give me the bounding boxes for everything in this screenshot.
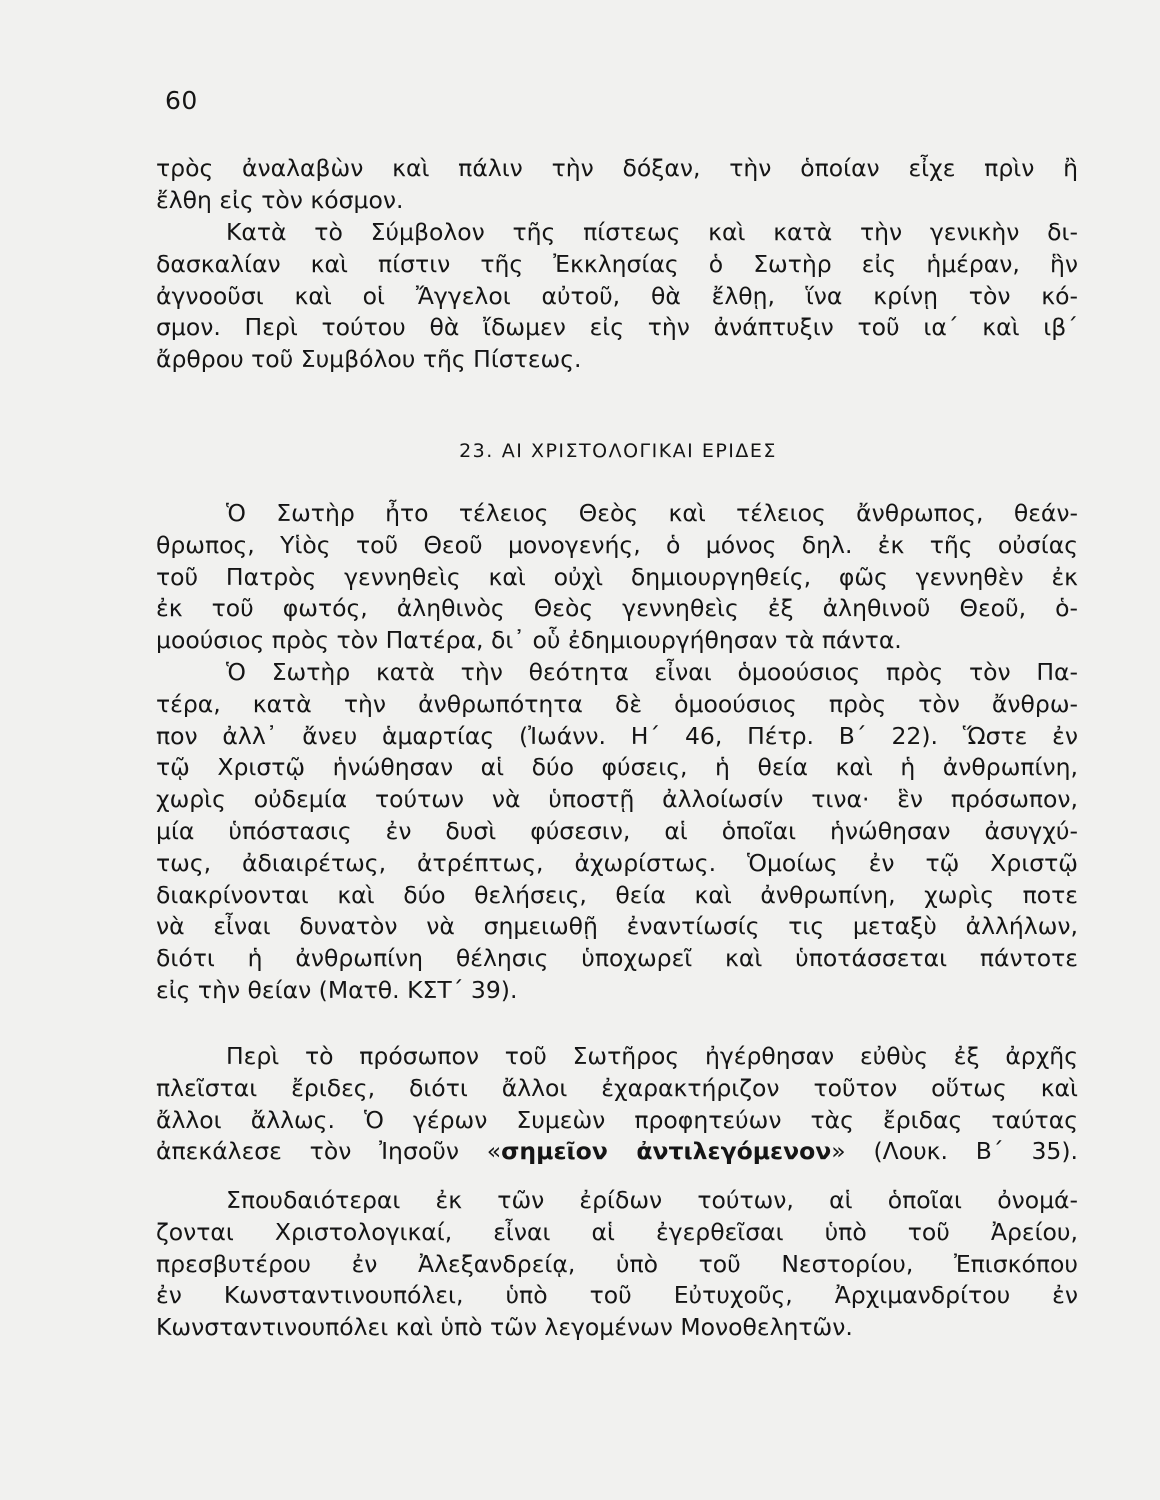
text-line: χωρὶς οὐδεμία τούτων νὰ ὑποστῇ ἀλλοίωσίν τινα· ἓν πρόσωπον, bbox=[156, 785, 1078, 814]
text-line: ἐν Κωνσταντινουπόλει, ὑπὸ τοῦ Εὐτυχοῦς, Ἀρχιμανδρίτου ἐν bbox=[156, 1281, 1078, 1310]
text-line: ἐκ τοῦ φωτός, ἀληθινὸς Θεὸς γεννηθεὶς ἐξ ἀληθινοῦ Θεοῦ, ὁ- bbox=[156, 594, 1078, 623]
text-line: ἀγνοοῦσι καὶ οἱ Ἄγγελοι αὐτοῦ, θὰ ἔλθῃ, ἵνα κρίνῃ τὸν κό- bbox=[156, 281, 1078, 310]
text-span: » (Λουκ. Β΄ 35). bbox=[831, 1137, 1079, 1166]
text-line: Περὶ τὸ πρόσωπον τοῦ Σωτῆρος ἠγέρθησαν εὐθὺς ἐξ ἀρχῆς bbox=[226, 1042, 1078, 1070]
text-line: ἄλλοι ἄλλως. Ὁ γέρων Συμεὼν προφητεύων τὰς ἔριδας ταύτας bbox=[156, 1105, 1078, 1134]
text-line: μοούσιος πρὸς τὸν Πατέρα, δι᾽ οὗ ἐδημιουργήθησαν τὰ πάντα. bbox=[156, 626, 902, 655]
text-line: τέρα, κατὰ τὴν ἀνθρωπότητα δὲ ὁμοούσιος πρὸς τὸν ἄνθρω- bbox=[156, 689, 1078, 718]
paragraph-savior bbox=[156, 498, 1078, 657]
text-line: τρὸς ἀναλαβὼν καὶ πάλιν τὴν δόξαν, τὴν ὁποίαν εἶχε πρὶν ἢ bbox=[156, 154, 1078, 182]
text-line: ἄρθρου τοῦ Συμβόλου τῆς Πίστεως. bbox=[156, 345, 582, 374]
text-line: σμον. Περὶ τούτου θὰ ἴδωμεν εἰς τὴν ἀνάπτυξιν τοῦ ια΄ καὶ ιβ΄ bbox=[156, 313, 1078, 342]
text-line: πον ἀλλ᾽ ἄνευ ἁμαρτίας (Ἰωάνν. Η΄ 46, Πέτρ. Β΄ 22). Ὥστε ἐν bbox=[156, 721, 1078, 750]
paragraph-disputes bbox=[156, 1041, 1078, 1168]
paragraph-important bbox=[156, 1185, 1078, 1344]
text-line: Ὁ Σωτὴρ κατὰ τὴν θεότητα εἶναι ὁμοούσιος πρὸς τὸν Πα- bbox=[226, 658, 1078, 686]
section-heading bbox=[0, 440, 1160, 462]
text-line: διακρίνονται καὶ δύο θελήσεις, θεία καὶ ἀνθρωπίνη, χωρὶς ποτε bbox=[156, 880, 1078, 909]
text-line: Κατὰ τὸ Σύμβολον τῆς πίστεως καὶ κατὰ τὴν γενικὴν δι- bbox=[226, 218, 1078, 246]
paragraph-continuation bbox=[156, 153, 1078, 217]
text-line: νὰ εἶναι δυνατὸν νὰ σημειωθῇ ἐναντίωσίς τις μεταξὺ ἀλλήλων, bbox=[156, 912, 1078, 941]
text-line: θρωπος, Υἱὸς τοῦ Θεοῦ μονογενής, ὁ μόνος δηλ. ἐκ τῆς οὐσίας bbox=[156, 530, 1078, 559]
text-line: μία ὑπόστασις ἐν δυσὶ φύσεσιν, αἱ ὁποῖαι ἡνώθησαν ἀσυγχύ- bbox=[156, 816, 1078, 845]
page-number: 60 bbox=[165, 86, 198, 115]
section-title: ΑΙ ΧΡΙΣΤΟΛΟΓΙΚΑΙ ΕΡΙΔΕΣ bbox=[501, 440, 777, 462]
paragraph-natures bbox=[156, 657, 1078, 1007]
text-line: εἰς τὴν θείαν (Ματθ. ΚΣΤ΄ 39). bbox=[156, 975, 518, 1004]
bold-quote: σημεῖον ἀντιλεγόμενον bbox=[501, 1137, 832, 1166]
text-line: πρεσβυτέρου ἐν Ἀλεξανδρείᾳ, ὑπὸ τοῦ Νεστορίου, Ἐπισκόπου bbox=[156, 1249, 1078, 1278]
text-line: τῷ Χριστῷ ἡνώθησαν αἱ δύο φύσεις, ἡ θεία καὶ ἡ ἀνθρωπίνη, bbox=[156, 753, 1078, 782]
text-line: δασκαλίαν καὶ πίστιν τῆς Ἐκκλησίας ὁ Σωτὴρ εἰς ἡμέραν, ἣν bbox=[156, 249, 1078, 278]
text-line: ἔλθη εἰς τὸν κόσμον. bbox=[156, 185, 404, 214]
section-number: 23. bbox=[459, 440, 494, 462]
text-line: ζονται Χριστολογικαί, εἶναι αἱ ἐγερθεῖσαι ὑπὸ τοῦ Ἀρείου, bbox=[156, 1217, 1078, 1246]
text-line: διότι ἡ ἀνθρωπίνη θέλησις ὑποχωρεῖ καὶ ὑποτάσσεται πάντοτε bbox=[156, 944, 1078, 973]
text-line: πλεῖσται ἔριδες, διότι ἄλλοι ἐχαρακτήριζον τοῦτον οὕτως καὶ bbox=[156, 1073, 1078, 1102]
text-span: ἀπεκάλεσε τὸν Ἰησοῦν « bbox=[156, 1137, 502, 1166]
text-line: Κωνσταντινουπόλει καὶ ὑπὸ τῶν λεγομένων Μονοθελητῶν. bbox=[156, 1313, 853, 1342]
text-line: Σπουδαιότεραι ἐκ τῶν ἐρίδων τούτων, αἱ ὁποῖαι ὀνομά- bbox=[226, 1186, 1078, 1214]
text-line: τως, ἀδιαιρέτως, ἀτρέπτως, ἀχωρίστως. Ὁμοίως ἐν τῷ Χριστῷ bbox=[156, 848, 1078, 877]
text-line bbox=[156, 1136, 1078, 1168]
text-line: Ὁ Σωτὴρ ἦτο τέλειος Θεὸς καὶ τέλειος ἄνθρωπος, θεάν- bbox=[226, 499, 1078, 527]
paragraph-symbol bbox=[156, 217, 1078, 376]
text-line: τοῦ Πατρὸς γεννηθεὶς καὶ οὐχὶ δημιουργηθείς, φῶς γεννηθὲν ἐκ bbox=[156, 562, 1078, 591]
